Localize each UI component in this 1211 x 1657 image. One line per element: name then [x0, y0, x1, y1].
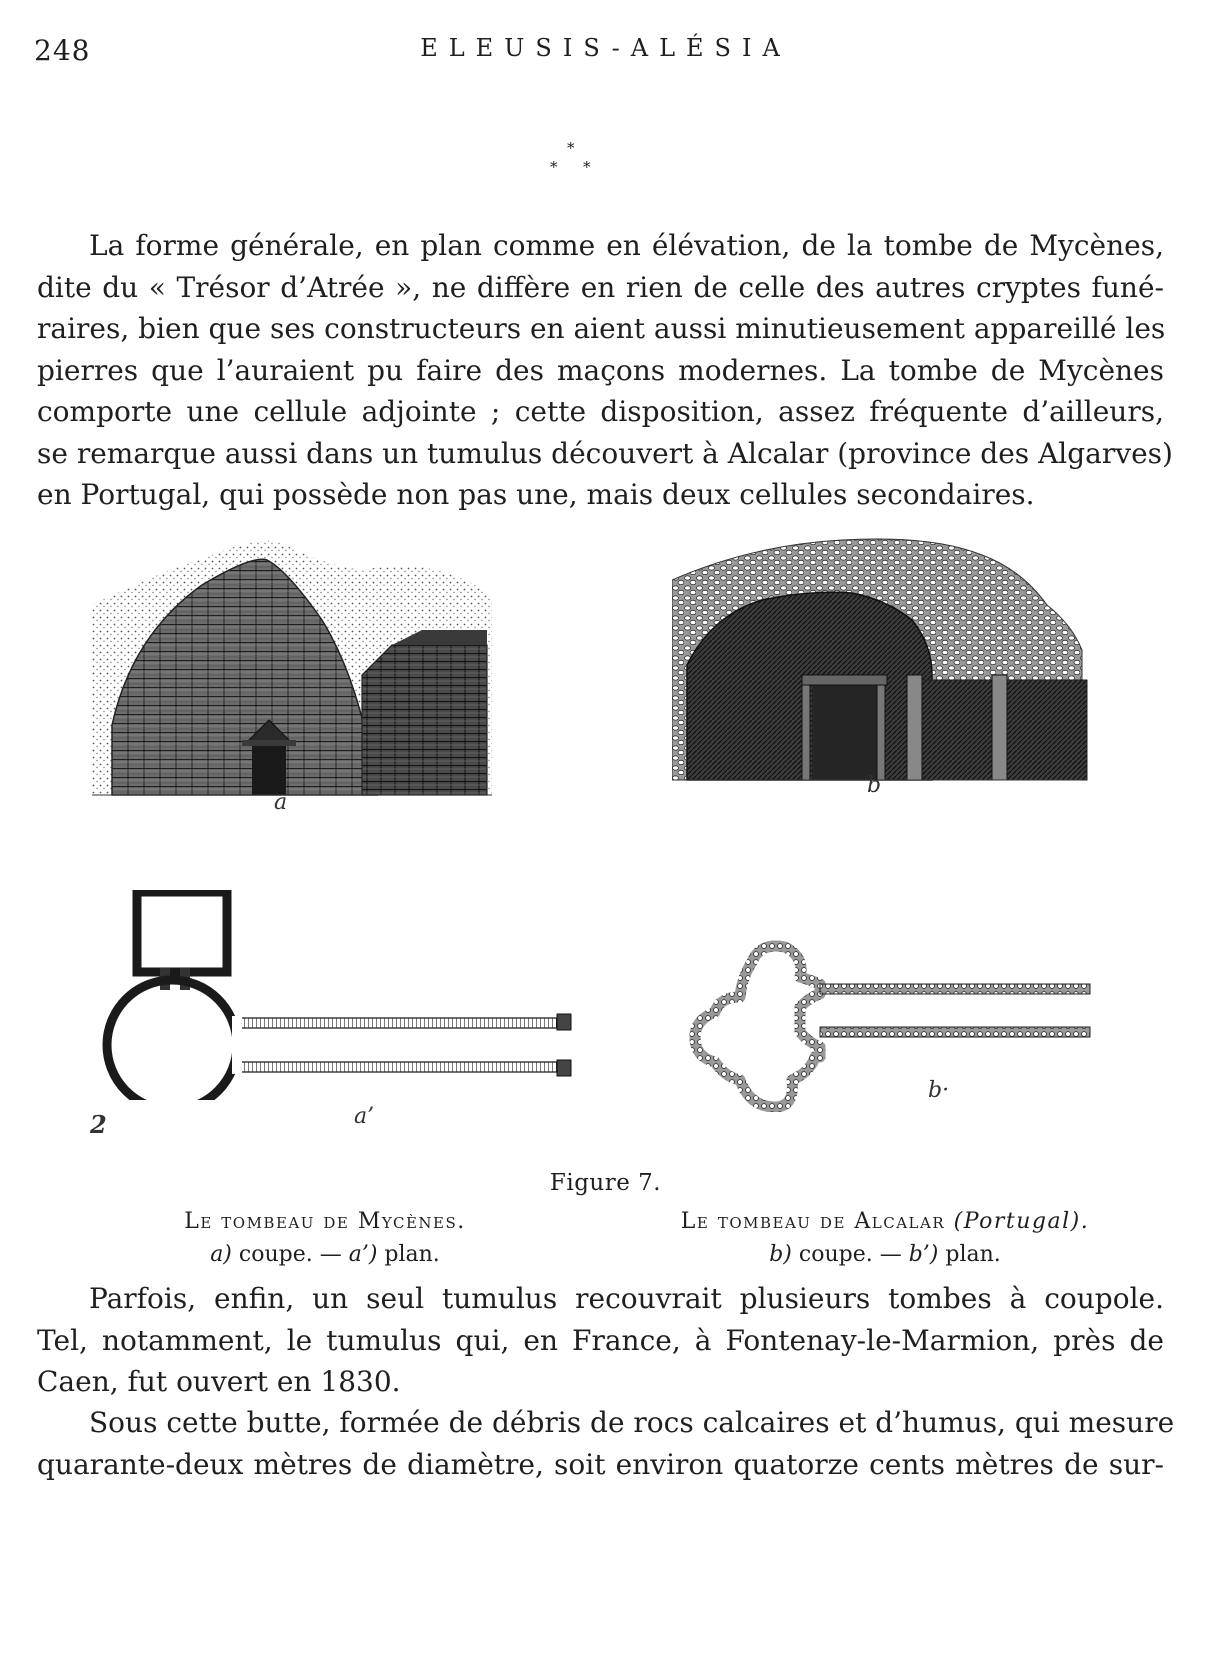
page-number: 248: [34, 34, 91, 67]
paragraph-mound-description: [37, 1402, 1175, 1485]
caption-text: coupe. —: [791, 1242, 909, 1267]
caption-text: coupe. —: [231, 1242, 349, 1267]
text-line: dite du « Trésor d’Atrée », ne diffère en rien de celle des autres cryptes funé-: [37, 270, 1164, 304]
text-line: se remarque aussi dans un tumulus découvert à Alcalar (province des Algarves): [37, 436, 1173, 470]
caption-label-a-prime: a’): [348, 1242, 378, 1267]
caption-mycenae: [155, 1205, 495, 1271]
text-line: pierres que l’auraient pu faire des maçons modernes. La tombe de Mycènes: [37, 353, 1164, 387]
figure-caption: Figure 7.: [549, 1170, 662, 1196]
figure-label-b: b: [867, 773, 882, 798]
asterism-star: *: [583, 158, 591, 176]
caption-alcalar-detail: [655, 1238, 1115, 1271]
text-line: Tel, notamment, le tumulus qui, en France, à Fontenay-le-Marmion, près de: [37, 1323, 1164, 1357]
figure-label-a-prime: a’: [354, 1104, 375, 1129]
page-header: [34, 34, 1177, 74]
caption-alcalar-title: [655, 1205, 1115, 1238]
caption-text: plan.: [377, 1242, 440, 1267]
caption-alcalar-title-country: (Portugal).: [945, 1209, 1090, 1234]
caption-alcalar-title-main: Le tombeau de Alcalar: [680, 1209, 946, 1234]
asterism-ornament: [545, 141, 605, 183]
asterism-star: *: [567, 139, 575, 157]
alcalar-section-illustration: [672, 525, 1102, 785]
figure-label-b-prime: b·: [928, 1078, 950, 1103]
text-line: en Portugal, qui possède non pas une, mais deux cellules secondaires.: [37, 478, 1035, 511]
figure-7: [0, 520, 1211, 1267]
text-line: comporte une cellule adjointe ; cette disposition, assez fréquente d’ailleurs,: [37, 395, 1164, 428]
text-line: quarante-deux mètres de diamètre, soit environ quatorze cents mètres de sur-: [37, 1447, 1164, 1481]
paragraph-multiple-tombs: [37, 1278, 1164, 1403]
text-line: Caen, fut ouvert en 1830.: [37, 1365, 401, 1398]
caption-label-b-prime: b’): [908, 1242, 939, 1267]
caption-text: plan.: [938, 1242, 1001, 1267]
paragraph-tomb-description: [37, 225, 1173, 516]
running-title: ELEUSIS-ALÉSIA: [420, 34, 791, 62]
text-line: Parfois, enfin, un seul tumulus recouvrait plusieurs tombes à coupole.: [89, 1282, 1164, 1315]
text-line: La forme générale, en plan comme en élévation, de la tombe de Mycènes,: [89, 229, 1164, 262]
mycenae-plan-drawing: [92, 890, 572, 1100]
caption-label-b: b): [769, 1242, 792, 1267]
alcalar-plan-drawing: [680, 902, 1100, 1112]
caption-alcalar: [655, 1205, 1115, 1271]
text-line: Sous cette butte, formée de débris de rocs calcaires et d’humus, qui mesure: [89, 1406, 1175, 1439]
caption-label-a: a): [210, 1242, 232, 1267]
text-line: raires, bien que ses constructeurs en aient aussi minutieusement appareillé les: [37, 312, 1166, 345]
figure-label-a: a: [274, 790, 288, 815]
caption-mycenae-detail: [155, 1238, 495, 1271]
mycenae-section-illustration: [92, 525, 502, 800]
plate-number: 2: [90, 1110, 107, 1139]
asterism-star: *: [550, 158, 558, 176]
caption-mycenae-title: Le tombeau de Mycènes.: [184, 1209, 466, 1234]
